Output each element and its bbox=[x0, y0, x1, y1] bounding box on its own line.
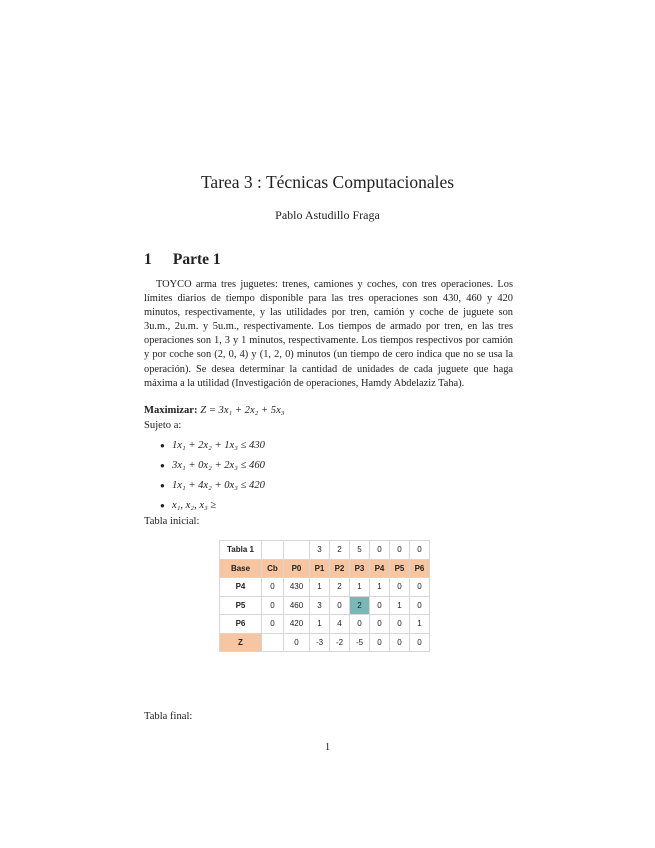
cb-cell: 0 bbox=[262, 596, 284, 615]
z-value-cell: -5 bbox=[350, 633, 370, 652]
document-author: Pablo Astudillo Fraga bbox=[275, 208, 380, 222]
constraint-list bbox=[160, 436, 265, 516]
z-value-cell: 0 bbox=[390, 633, 410, 652]
pivot-cell: 2 bbox=[350, 596, 370, 615]
cost-cell: 2 bbox=[330, 541, 350, 560]
base-cell: P4 bbox=[220, 578, 262, 597]
cost-cell: 3 bbox=[310, 541, 330, 560]
value-cell: 1 bbox=[410, 615, 430, 634]
value-cell: 0 bbox=[390, 578, 410, 597]
value-cell: 4 bbox=[330, 615, 350, 634]
cost-cell: 0 bbox=[370, 541, 390, 560]
z-value-cell: -2 bbox=[330, 633, 350, 652]
section-title: Parte 1 bbox=[172, 251, 221, 268]
bullet-icon: ● bbox=[160, 441, 165, 450]
p0-cell: 430 bbox=[284, 578, 310, 597]
section-heading bbox=[144, 251, 221, 269]
p0-cell: 420 bbox=[284, 615, 310, 634]
value-cell: 0 bbox=[390, 615, 410, 634]
base-cell: P5 bbox=[220, 596, 262, 615]
column-header: P6 bbox=[410, 559, 430, 578]
cost-cell: 0 bbox=[410, 541, 430, 560]
value-cell: 0 bbox=[350, 615, 370, 634]
cb-cell: 0 bbox=[262, 615, 284, 634]
z-value-cell: 0 bbox=[410, 633, 430, 652]
column-header: P3 bbox=[350, 559, 370, 578]
maximize-label: Maximizar: bbox=[144, 405, 198, 416]
column-header: P0 bbox=[284, 559, 310, 578]
bullet-icon: ● bbox=[160, 501, 165, 510]
table-cell bbox=[284, 541, 310, 560]
z-label: Z bbox=[220, 633, 262, 652]
value-cell: 1 bbox=[350, 578, 370, 597]
constraint-item: ● 1x₁ + 2x₂ + 1x₃ ≤ 430 bbox=[160, 436, 265, 456]
column-header: Cb bbox=[262, 559, 284, 578]
p0-cell: 0 bbox=[284, 633, 310, 652]
z-row bbox=[220, 633, 430, 652]
document-title: Tarea 3 : Técnicas Computacionales bbox=[200, 172, 455, 192]
bullet-icon: ● bbox=[160, 481, 165, 490]
column-header: P5 bbox=[390, 559, 410, 578]
table-cell bbox=[262, 633, 284, 652]
column-header: P1 bbox=[310, 559, 330, 578]
column-header: P2 bbox=[330, 559, 350, 578]
value-cell: 1 bbox=[310, 615, 330, 634]
constraint-item: ● x₁, x₂, x₃ ≥ bbox=[160, 496, 265, 516]
z-value-cell: -3 bbox=[310, 633, 330, 652]
value-cell: 2 bbox=[330, 578, 350, 597]
objective-line bbox=[144, 405, 284, 416]
page-number: 1 bbox=[324, 742, 331, 753]
section-number: 1 bbox=[144, 251, 152, 268]
value-cell: 0 bbox=[370, 615, 390, 634]
table-cell bbox=[262, 541, 284, 560]
value-cell: 0 bbox=[410, 578, 430, 597]
bullet-icon: ● bbox=[160, 461, 165, 470]
value-cell: 1 bbox=[310, 578, 330, 597]
base-cell: P6 bbox=[220, 615, 262, 634]
final-table-label: Tabla final: bbox=[144, 711, 193, 722]
table-header-row bbox=[220, 559, 430, 578]
value-cell: 3 bbox=[310, 596, 330, 615]
table-row bbox=[220, 596, 430, 615]
table-row bbox=[220, 578, 430, 597]
value-cell: 0 bbox=[410, 596, 430, 615]
z-value-cell: 0 bbox=[370, 633, 390, 652]
initial-table-label: Tabla inicial: bbox=[144, 516, 200, 527]
constraint-item: ● 3x₁ + 0x₂ + 2x₃ ≤ 460 bbox=[160, 456, 265, 476]
simplex-table bbox=[219, 540, 430, 652]
p0-cell: 460 bbox=[284, 596, 310, 615]
column-header: Base bbox=[220, 559, 262, 578]
value-cell: 1 bbox=[370, 578, 390, 597]
value-cell: 0 bbox=[370, 596, 390, 615]
cost-cell: 0 bbox=[390, 541, 410, 560]
value-cell: 1 bbox=[390, 596, 410, 615]
problem-paragraph: TOYCO arma tres juguetes: trenes, camiones y coches, con tres operaciones. Los límites diarios de tiempo disponible para las tres operaciones son 430, 460 y 420 minutos, respectivamente, y las utilidades por tren, camión y coche de juguete son 3u.m., 2u.m. y 5u.m., respectivamente. Los tiempos de armado por tren, en las tres operaciones son 1, 3 y 1 minutos, respectivamente. Los tiempos respectivos por camión y por coche son (2, 0, 4) y (1, 2, 0) minutos (un tiempo de cero indica que no se usa la operación). Se desea determinar la cantidad de unidades de cada juguete que haga máxima a la utilidad (Investigación de operaciones, Hamdy Abdelaziz Taha). bbox=[144, 279, 513, 389]
table-cost-row bbox=[220, 541, 430, 560]
column-header: P4 bbox=[370, 559, 390, 578]
table-title: Tabla 1 bbox=[220, 541, 262, 560]
subject-to-label: Sujeto a: bbox=[144, 420, 182, 431]
value-cell: 0 bbox=[330, 596, 350, 615]
table-row bbox=[220, 615, 430, 634]
constraint-item: ● 1x₁ + 4x₂ + 0x₃ ≤ 420 bbox=[160, 476, 265, 496]
cost-cell: 5 bbox=[350, 541, 370, 560]
objective-function: Z = 3x₁ + 2x₂ + 5x₃ bbox=[200, 405, 285, 416]
cb-cell: 0 bbox=[262, 578, 284, 597]
